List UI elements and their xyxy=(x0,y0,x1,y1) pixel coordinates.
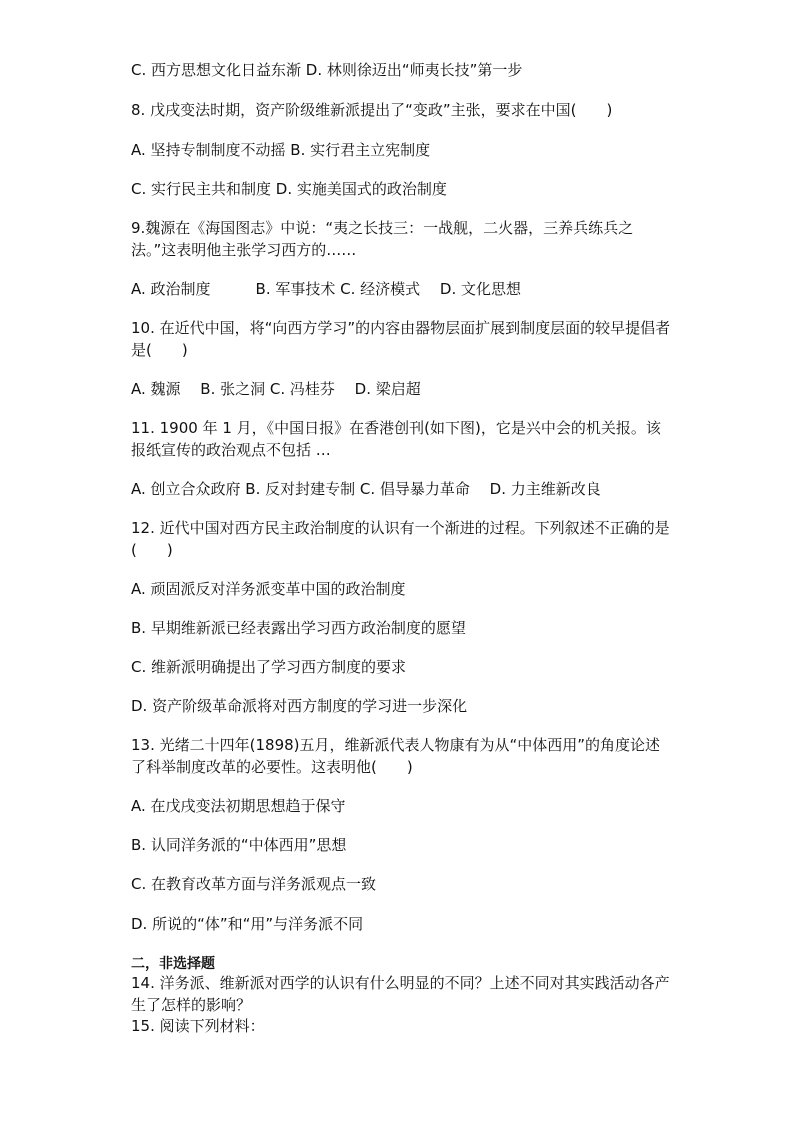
question-15: 15. 阅读下列材料： xyxy=(131,1017,265,1035)
question-10: 10. 在近代中国，将“向西方学习”的内容由器物层面扩展到制度层面的较早提倡者是( ) xyxy=(131,319,671,359)
option-12d: D. 资产阶级革命派将对西方制度的学习进一步深化 xyxy=(131,697,468,715)
option-line-8ab: A. 坚持专制制度不动摇 B. 实行君主立宪制度 xyxy=(131,141,431,159)
option-line-7cd: C. 西方思想文化日益东渐 D. 林则徐迈出“师夷长技”第一步 xyxy=(131,61,523,79)
question-14: 14. 洋务派、维新派对西学的认识有什么明显的不同？上述不同对其实践活动各产生了怎样的影响？ xyxy=(131,974,670,1014)
option-13d: D. 所说的“体”和“用”与洋务派不同 xyxy=(131,915,364,933)
question-8: 8. 戊戌变法时期，资产阶级维新派提出了“变政”主张，要求在中国( ) xyxy=(131,101,613,119)
option-13a: A. 在戊戌变法初期思想趋于保守 xyxy=(131,797,346,815)
option-13b: B. 认同洋务派的“中体西用”思想 xyxy=(131,836,347,854)
option-12a: A. 顽固派反对洋务派变革中国的政治制度 xyxy=(131,580,406,598)
option-line-8cd: C. 实行民主共和制度 D. 实施美国式的政治制度 xyxy=(131,180,447,198)
question-12: 12. 近代中国对西方民主政治制度的认识有一个渐进的过程。下列叙述不正确的是( ) xyxy=(131,519,670,559)
option-12c: C. 维新派明确提出了学习西方制度的要求 xyxy=(131,658,407,676)
question-9: 9.魏源在《海国图志》中说：“夷之长技三：一战舰，二火器，三养兵练兵之法。”这表明他主张学习西方的…… xyxy=(131,219,634,259)
question-13: 13. 光绪二十四年(1898)五月，维新派代表人物康有为从“中体西用”的角度论述了科举制度改革的必要性。这表明他( ) xyxy=(131,736,661,776)
option-line-11: A. 创立合众政府 B. 反对封建专制 C. 倡导暴力革命 D. 力主维新改良 xyxy=(131,480,601,498)
option-13c: C. 在教育改革方面与洋务派观点一致 xyxy=(131,875,377,893)
question-11: 11. 1900 年 1 月，《中国日报》在香港创刊(如下图)，它是兴中会的机关报。该报纸宣传的政治观点不包括 … xyxy=(131,419,661,459)
section-heading: 二，非选择题 xyxy=(131,956,215,972)
option-line-9: A. 政治制度 B. 军事技术 C. 经济模式 D. 文化思想 xyxy=(131,280,521,298)
option-12b: B. 早期维新派已经表露出学习西方政治制度的愿望 xyxy=(131,619,466,637)
option-line-10: A. 魏源 B. 张之洞 C. 冯桂芬 D. 梁启超 xyxy=(131,380,421,398)
